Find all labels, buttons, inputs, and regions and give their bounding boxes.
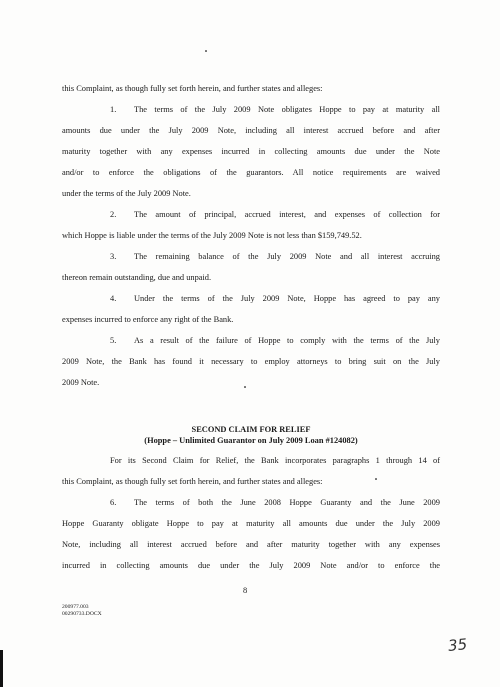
paragraph-3-line [62, 246, 440, 267]
paragraph-1-line [62, 99, 440, 120]
file-name: 00290733.DOCX [62, 611, 102, 617]
body-line: under the terms of the July 2009 Note. [62, 189, 191, 198]
paragraph-6-line [62, 492, 440, 513]
section-subtitle: (Hoppe – Unlimited Guarantor on July 2009 Loan #124082) [144, 436, 358, 445]
paragraph-number: 5. [110, 336, 117, 345]
body-text: The terms of both the June 2008 Hoppe Guaranty and the June 2009 [134, 498, 440, 507]
body-text: Under the terms of the July 2009 Note, Hoppe has agreed to pay any [134, 294, 440, 303]
paragraph-number: 1. [110, 105, 117, 114]
matter-number: 200977.003 [62, 604, 89, 610]
body-line: amounts due under the July 2009 Note, including all interest accrued before and after [62, 126, 440, 135]
body-line: which Hoppe is liable under the terms of the July 2009 Note is not less than $159,749.52. [62, 231, 362, 240]
page-number: 8 [243, 586, 248, 595]
section-title: SECOND CLAIM FOR RELIEF [191, 425, 311, 434]
handwritten-page-mark: 35 [447, 635, 468, 655]
body-line: incurred in collecting amounts due under the July 2009 Note and/or to enforce the [62, 561, 440, 570]
paragraph-number: 3. [110, 252, 117, 261]
document-body-top [62, 78, 440, 393]
section-heading [62, 424, 440, 446]
body-line: this Complaint, as though fully set forth herein, and further states and alleges: [62, 84, 323, 93]
body-line: thereon remain outstanding, due and unpaid. [62, 273, 212, 282]
paragraph-number: 4. [110, 294, 117, 303]
paragraph-5-line [62, 330, 440, 351]
paragraph-4-line [62, 288, 440, 309]
scan-speck [244, 386, 246, 388]
scan-edge [0, 650, 3, 687]
body-text: The amount of principal, accrued interest, and expenses of collection for [134, 210, 440, 219]
body-line: 2009 Note. [62, 378, 100, 387]
body-line: expenses incurred to enforce any right of the Bank. [62, 315, 234, 324]
body-text: The terms of the July 2009 Note obligates Hoppe to pay at maturity all [134, 105, 440, 114]
document-id [62, 604, 102, 618]
paragraph-2-line [62, 204, 440, 225]
body-line: Hoppe Guaranty obligate Hoppe to pay at maturity all amounts due under the July 2009 [62, 519, 440, 528]
scan-speck [375, 478, 377, 480]
body-line: maturity together with any expenses incurred in collecting amounts due under the Note [62, 147, 440, 156]
body-line: Note, including all interest accrued before and after maturity together with any expenses [62, 540, 440, 549]
paragraph-number: 6. [110, 498, 117, 507]
paragraph-number: 2. [110, 210, 117, 219]
body-line: this Complaint, as though fully set forth herein, and further states and alleges: [62, 477, 323, 486]
body-line: and/or to enforce the obligations of the guarantors. All notice requirements are waived [62, 168, 440, 177]
body-line: For its Second Claim for Relief, the Bank incorporates paragraphs 1 through 14 of [110, 456, 440, 465]
body-line: 2009 Note, the Bank has found it necessary to employ attorneys to bring suit on the July [62, 357, 440, 366]
body-text: The remaining balance of the July 2009 Note and all interest accruing [134, 252, 440, 261]
body-text: As a result of the failure of Hoppe to comply with the terms of the July [134, 336, 440, 345]
document-body-bottom [62, 450, 440, 576]
scan-speck [205, 50, 207, 52]
